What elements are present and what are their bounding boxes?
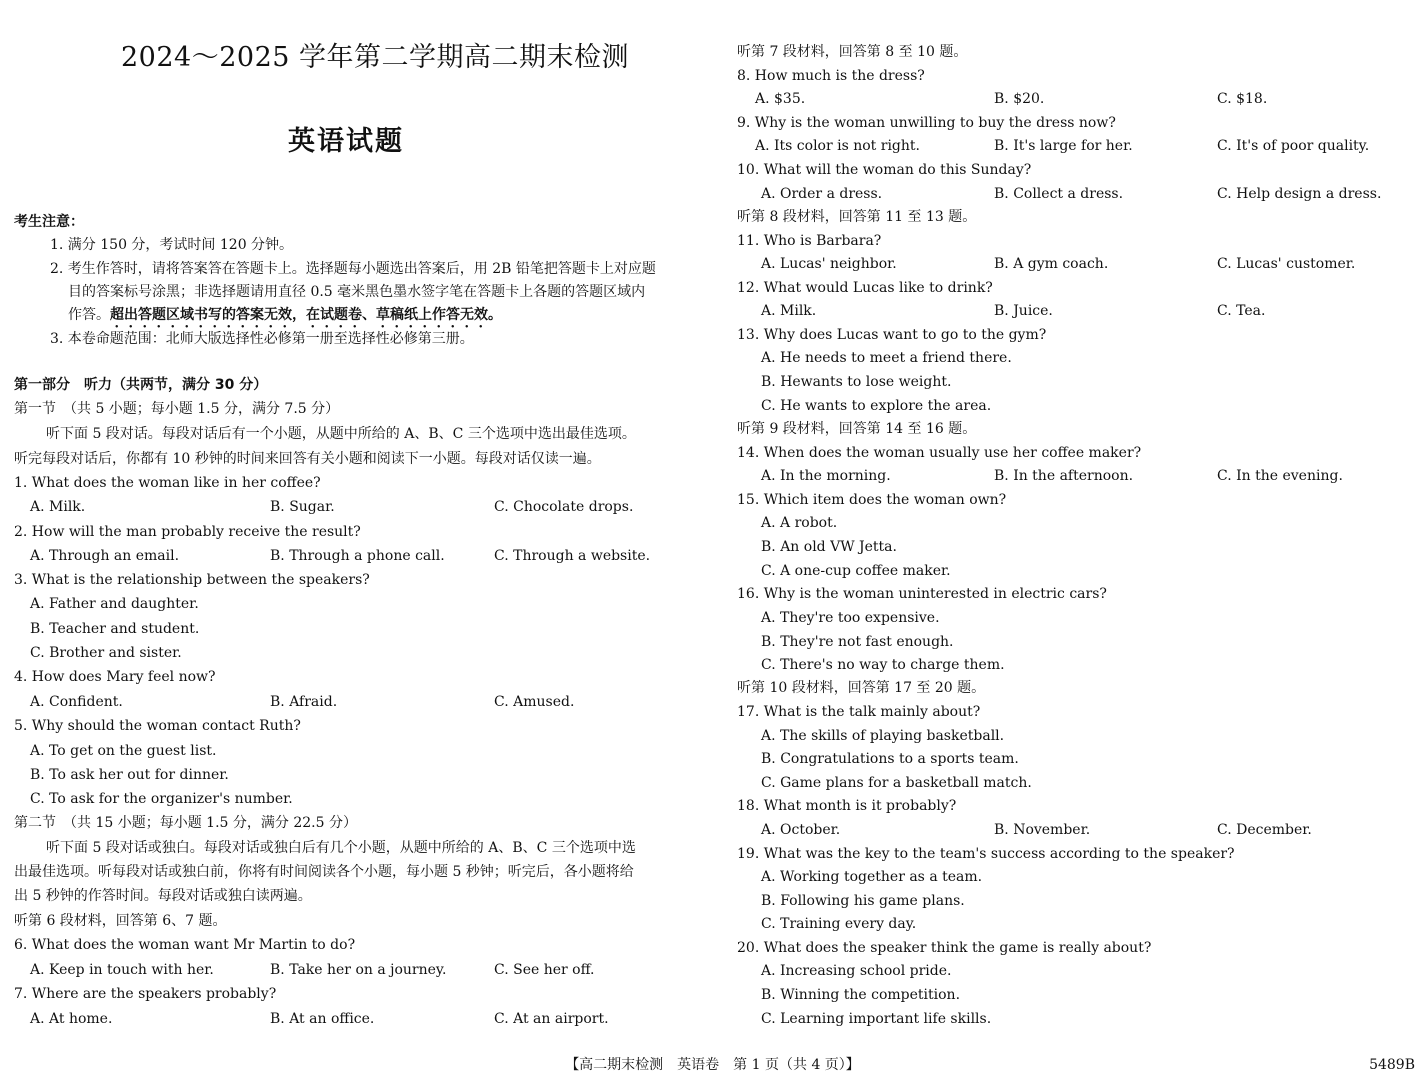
question-19-option-b: B. Following his game plans. [761, 893, 965, 909]
sec1-instr-1: 听下面 5 段对话。每段对话后有一个小题，从题中所给的 A、B、C 三个选项中选出最佳选项。 [46, 426, 636, 442]
question-6-option-a: A. Keep in touch with her. [30, 962, 214, 978]
sec2-instr-1: 听下面 5 段对话或独白。每段对话或独白后有几个小题，从题中所给的 A、B、C 三个选项中选 [46, 840, 636, 856]
question-1-stem: 1. What does the woman like in her coffee? [14, 475, 321, 491]
question-13-option-b: B. Hewants to lose weight. [761, 374, 952, 390]
question-14-option-c: C. In the evening. [1217, 468, 1343, 484]
question-2-option-a: A. Through an email. [30, 548, 180, 564]
part1-heading: 第一部分 听力（共两节，满分 30 分） [14, 377, 268, 393]
question-13-stem: 13. Why does Lucas want to go to the gym? [737, 327, 1047, 343]
question-9-option-a: A. Its color is not right. [755, 138, 920, 154]
question-20-option-a: A. Increasing school pride. [761, 963, 952, 979]
question-11-stem: 11. Who is Barbara? [737, 233, 882, 249]
question-15-option-c: C. A one-cup coffee maker. [761, 563, 951, 579]
question-11-option-a: A. Lucas' neighbor. [761, 256, 897, 272]
question-12-option-b: B. Juice. [994, 303, 1053, 319]
sec2-instr-2: 出最佳选项。听每段对话或独白前，你将有时间阅读各个小题，每小题 5 秒钟；听完后，各小题将给 [14, 864, 634, 880]
question-3-stem: 3. What is the relationship between the speakers? [14, 572, 370, 588]
question-2-option-c: C. Through a website. [494, 548, 651, 564]
question-7-option-a: A. At home. [30, 1011, 113, 1027]
notice-item-2-tail: 作答。 [68, 307, 110, 323]
question-18-option-c: C. December. [1217, 822, 1312, 838]
question-7-option-c: C. At an airport. [494, 1011, 609, 1027]
question-11-option-c: C. Lucas' customer. [1217, 256, 1356, 272]
question-19-option-c: C. Training every day. [761, 916, 917, 932]
question-13-option-c: C. He wants to explore the area. [761, 398, 992, 414]
question-10-option-b: B. Collect a dress. [994, 186, 1124, 202]
question-15-stem: 15. Which item does the woman own? [737, 492, 1007, 508]
question-20-option-b: B. Winning the competition. [761, 987, 961, 1003]
question-3-option-b: B. Teacher and student. [30, 621, 200, 637]
group-8-heading: 听第 8 段材料，回答第 11 至 13 题。 [737, 209, 977, 225]
question-20-option-c: C. Learning important life skills. [761, 1011, 992, 1027]
question-12-option-c: C. Tea. [1217, 303, 1266, 319]
question-3-option-a: A. Father and daughter. [30, 596, 199, 612]
question-17-option-c: C. Game plans for a basketball match. [761, 775, 1032, 791]
question-2-stem: 2. How will the man probably receive the result? [14, 524, 361, 540]
question-7-option-b: B. At an office. [270, 1011, 375, 1027]
question-2-option-b: B. Through a phone call. [270, 548, 445, 564]
question-16-option-c: C. There's no way to charge them. [761, 657, 1005, 673]
exam-title: 2024～2025 学年第二学期高二期末检测 [121, 42, 630, 73]
question-9-stem: 9. Why is the woman unwilling to buy the dress now? [737, 115, 1116, 131]
group-9-heading: 听第 9 段材料，回答第 14 至 16 题。 [737, 421, 977, 437]
question-9-option-b: B. It's large for her. [994, 138, 1133, 154]
question-12-stem: 12. What would Lucas like to drink? [737, 280, 993, 296]
question-7-stem: 7. Where are the speakers probably? [14, 986, 277, 1002]
question-10-stem: 10. What will the woman do this Sunday? [737, 162, 1032, 178]
question-15-option-a: A. A robot. [761, 515, 838, 531]
subject-title: 英语试题 [288, 126, 404, 157]
notice-item-2: 2. 考生作答时，请将答案答在答题卡上。选择题每小题选出答案后，用 2B 铅笔把答题卡上对应题 [50, 261, 656, 277]
group-6-heading: 听第 6 段材料，回答第 6、7 题。 [14, 913, 227, 929]
group-7-heading: 听第 7 段材料，回答第 8 至 10 题。 [737, 44, 968, 60]
question-18-option-a: A. October. [761, 822, 841, 838]
sec2-heading: 第二节 （共 15 小题；每小题 1.5 分，满分 22.5 分） [14, 815, 357, 831]
sec1-instr-2: 听完每段对话后，你都有 10 秒钟的时间来回答有关小题和阅读下一小题。每段对话仅读一遍。 [14, 451, 601, 467]
question-17-option-a: A. The skills of playing basketball. [761, 728, 1005, 744]
question-4-option-b: B. Afraid. [270, 694, 338, 710]
sec1-heading: 第一节 （共 5 小题；每小题 1.5 分，满分 7.5 分） [14, 401, 340, 417]
question-6-stem: 6. What does the woman want Mr Martin to do? [14, 937, 356, 953]
notice-emphasis: 超出答题区域书写的答案无效，在试题卷、草稿纸上作答无效。 [110, 307, 502, 323]
paper-code: 5489B [1369, 1057, 1415, 1073]
question-5-option-b: B. To ask her out for dinner. [30, 767, 229, 783]
question-5-option-c: C. To ask for the organizer's number. [30, 791, 293, 807]
question-19-option-a: A. Working together as a team. [761, 869, 983, 885]
question-18-stem: 18. What month is it probably? [737, 798, 957, 814]
notice-item-2-cont: 目的答案标号涂黑；非选择题请用直径 0.5 毫米黑色墨水签字笔在答题卡上各题的答题区域内 [68, 284, 646, 300]
question-18-option-b: B. November. [994, 822, 1091, 838]
question-5-option-a: A. To get on the guest list. [30, 743, 217, 759]
question-16-stem: 16. Why is the woman uninterested in electric cars? [737, 586, 1107, 602]
notice-heading: 考生注意： [14, 214, 84, 230]
sec2-instr-3: 出 5 秒钟的作答时间。每段对话或独白读两遍。 [14, 888, 312, 904]
question-6-option-c: C. See her off. [494, 962, 595, 978]
question-9-option-c: C. It's of poor quality. [1217, 138, 1370, 154]
question-4-option-a: A. Confident. [30, 694, 123, 710]
question-5-stem: 5. Why should the woman contact Ruth? [14, 718, 301, 734]
notice-item-3: 3. 本卷命题范围：北师大版选择性必修第一册至选择性必修第三册。 [50, 331, 474, 347]
question-4-option-c: C. Amused. [494, 694, 575, 710]
question-10-option-c: C. Help design a dress. [1217, 186, 1382, 202]
question-13-option-a: A. He needs to meet a friend there. [761, 350, 1012, 366]
question-17-option-b: B. Congratulations to a sports team. [761, 751, 1019, 767]
question-6-option-b: B. Take her on a journey. [270, 962, 447, 978]
question-19-stem: 19. What was the key to the team's success according to the speaker? [737, 846, 1235, 862]
notice-item-1: 1. 满分 150 分，考试时间 120 分钟。 [50, 237, 294, 253]
question-8-option-a: A. $35. [755, 91, 806, 107]
question-4-stem: 4. How does Mary feel now? [14, 669, 216, 685]
question-16-option-a: A. They're too expensive. [761, 610, 940, 626]
question-20-stem: 20. What does the speaker think the game is really about? [737, 940, 1152, 956]
question-8-option-c: C. $18. [1217, 91, 1268, 107]
question-15-option-b: B. An old VW Jetta. [761, 539, 897, 555]
question-10-option-a: A. Order a dress. [761, 186, 883, 202]
question-8-stem: 8. How much is the dress? [737, 68, 925, 84]
question-12-option-a: A. Milk. [761, 303, 817, 319]
question-8-option-b: B. $20. [994, 91, 1045, 107]
question-14-stem: 14. When does the woman usually use her coffee maker? [737, 445, 1142, 461]
question-16-option-b: B. They're not fast enough. [761, 634, 954, 650]
group-10-heading: 听第 10 段材料，回答第 17 至 20 题。 [737, 680, 986, 696]
question-11-option-b: B. A gym coach. [994, 256, 1109, 272]
question-1-option-b: B. Sugar. [270, 499, 335, 515]
question-1-option-a: A. Milk. [30, 499, 86, 515]
page-footer: 【高二期末检测 英语卷 第 1 页（共 4 页）】 [565, 1057, 860, 1073]
question-17-stem: 17. What is the talk mainly about? [737, 704, 981, 720]
question-3-option-c: C. Brother and sister. [30, 645, 182, 661]
question-1-option-c: C. Chocolate drops. [494, 499, 634, 515]
question-14-option-b: B. In the afternoon. [994, 468, 1134, 484]
question-14-option-a: A. In the morning. [761, 468, 891, 484]
